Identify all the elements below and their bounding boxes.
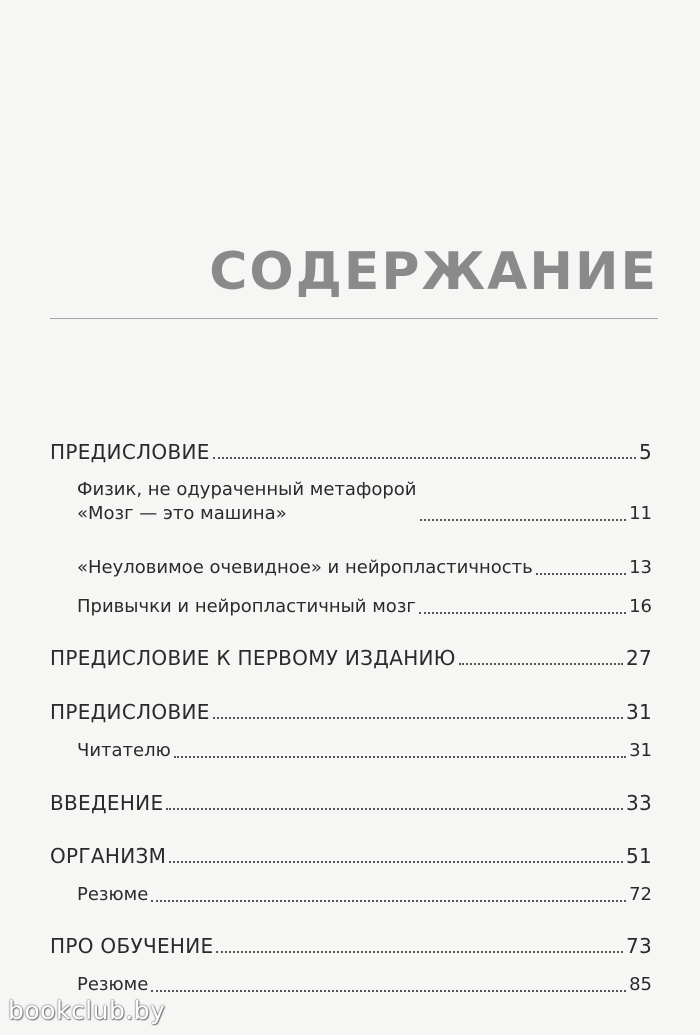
toc-entry-label: ОРГАНИЗМ	[50, 844, 167, 868]
toc-page-number: 33	[625, 791, 652, 815]
toc-chapter	[50, 934, 652, 958]
toc-dot-leader	[213, 457, 636, 459]
toc-dot-leader	[459, 663, 623, 665]
toc-dot-leader	[151, 900, 626, 902]
toc-section	[50, 556, 652, 580]
toc-dot-leader	[419, 612, 626, 614]
toc-dot-leader	[536, 573, 626, 575]
toc-page-number: 85	[629, 974, 652, 995]
toc-page-number: 13	[629, 557, 652, 578]
toc-section	[50, 595, 652, 619]
toc-entry-label: Читателю	[77, 740, 171, 761]
toc-page-number: 27	[625, 646, 652, 670]
toc-section	[50, 973, 652, 997]
toc-page-number: 73	[625, 934, 652, 958]
toc-dot-leader	[213, 717, 623, 719]
toc-dot-leader	[216, 951, 623, 953]
toc-entry-label: ПРО ОБУЧЕНИЕ	[50, 934, 214, 958]
toc-chapter	[50, 844, 652, 868]
toc-chapter	[50, 791, 652, 815]
toc-page-number: 31	[629, 740, 652, 761]
toc-entry-label: Резюме	[77, 884, 149, 905]
toc-dot-leader	[166, 808, 623, 810]
toc-dot-leader	[169, 861, 623, 863]
toc-entry-label: Резюме	[77, 974, 149, 995]
toc-entry-label: ПРЕДИСЛОВИЕ	[50, 440, 210, 464]
toc-entry-label: Привычки и нейропластичный мозг	[77, 596, 416, 617]
toc-entry-label: «Неуловимое очевидное» и нейропластичность	[77, 557, 533, 578]
watermark: bookclub.by	[8, 996, 166, 1025]
toc-section	[50, 739, 652, 763]
toc-chapter	[50, 700, 652, 724]
toc-section	[50, 478, 652, 526]
toc-section	[50, 883, 652, 907]
title-divider	[50, 318, 658, 319]
toc-page-number: 31	[625, 700, 652, 724]
toc-chapter	[50, 440, 652, 464]
toc-entry-label: ПРЕДИСЛОВИЕ	[50, 700, 210, 724]
toc-page-number: 72	[629, 884, 652, 905]
toc-entry-label: Физик, не одураченный метафорой «Мозг — это машина»	[77, 479, 417, 524]
toc-page-number: 11	[629, 503, 652, 524]
toc-page-number: 5	[638, 440, 652, 464]
toc-page-number: 16	[629, 596, 652, 617]
toc-entry-label: ПРЕДИСЛОВИЕ К ПЕРВОМУ ИЗДАНИЮ	[50, 646, 456, 670]
toc-dot-leader	[151, 990, 626, 992]
toc-chapter	[50, 646, 652, 670]
toc-dot-leader	[420, 519, 627, 521]
toc-page-number: 51	[625, 844, 652, 868]
toc-dot-leader	[174, 756, 626, 758]
page-title: СОДЕРЖАНИЕ	[209, 242, 658, 302]
toc-entry-label: ВВЕДЕНИЕ	[50, 791, 164, 815]
